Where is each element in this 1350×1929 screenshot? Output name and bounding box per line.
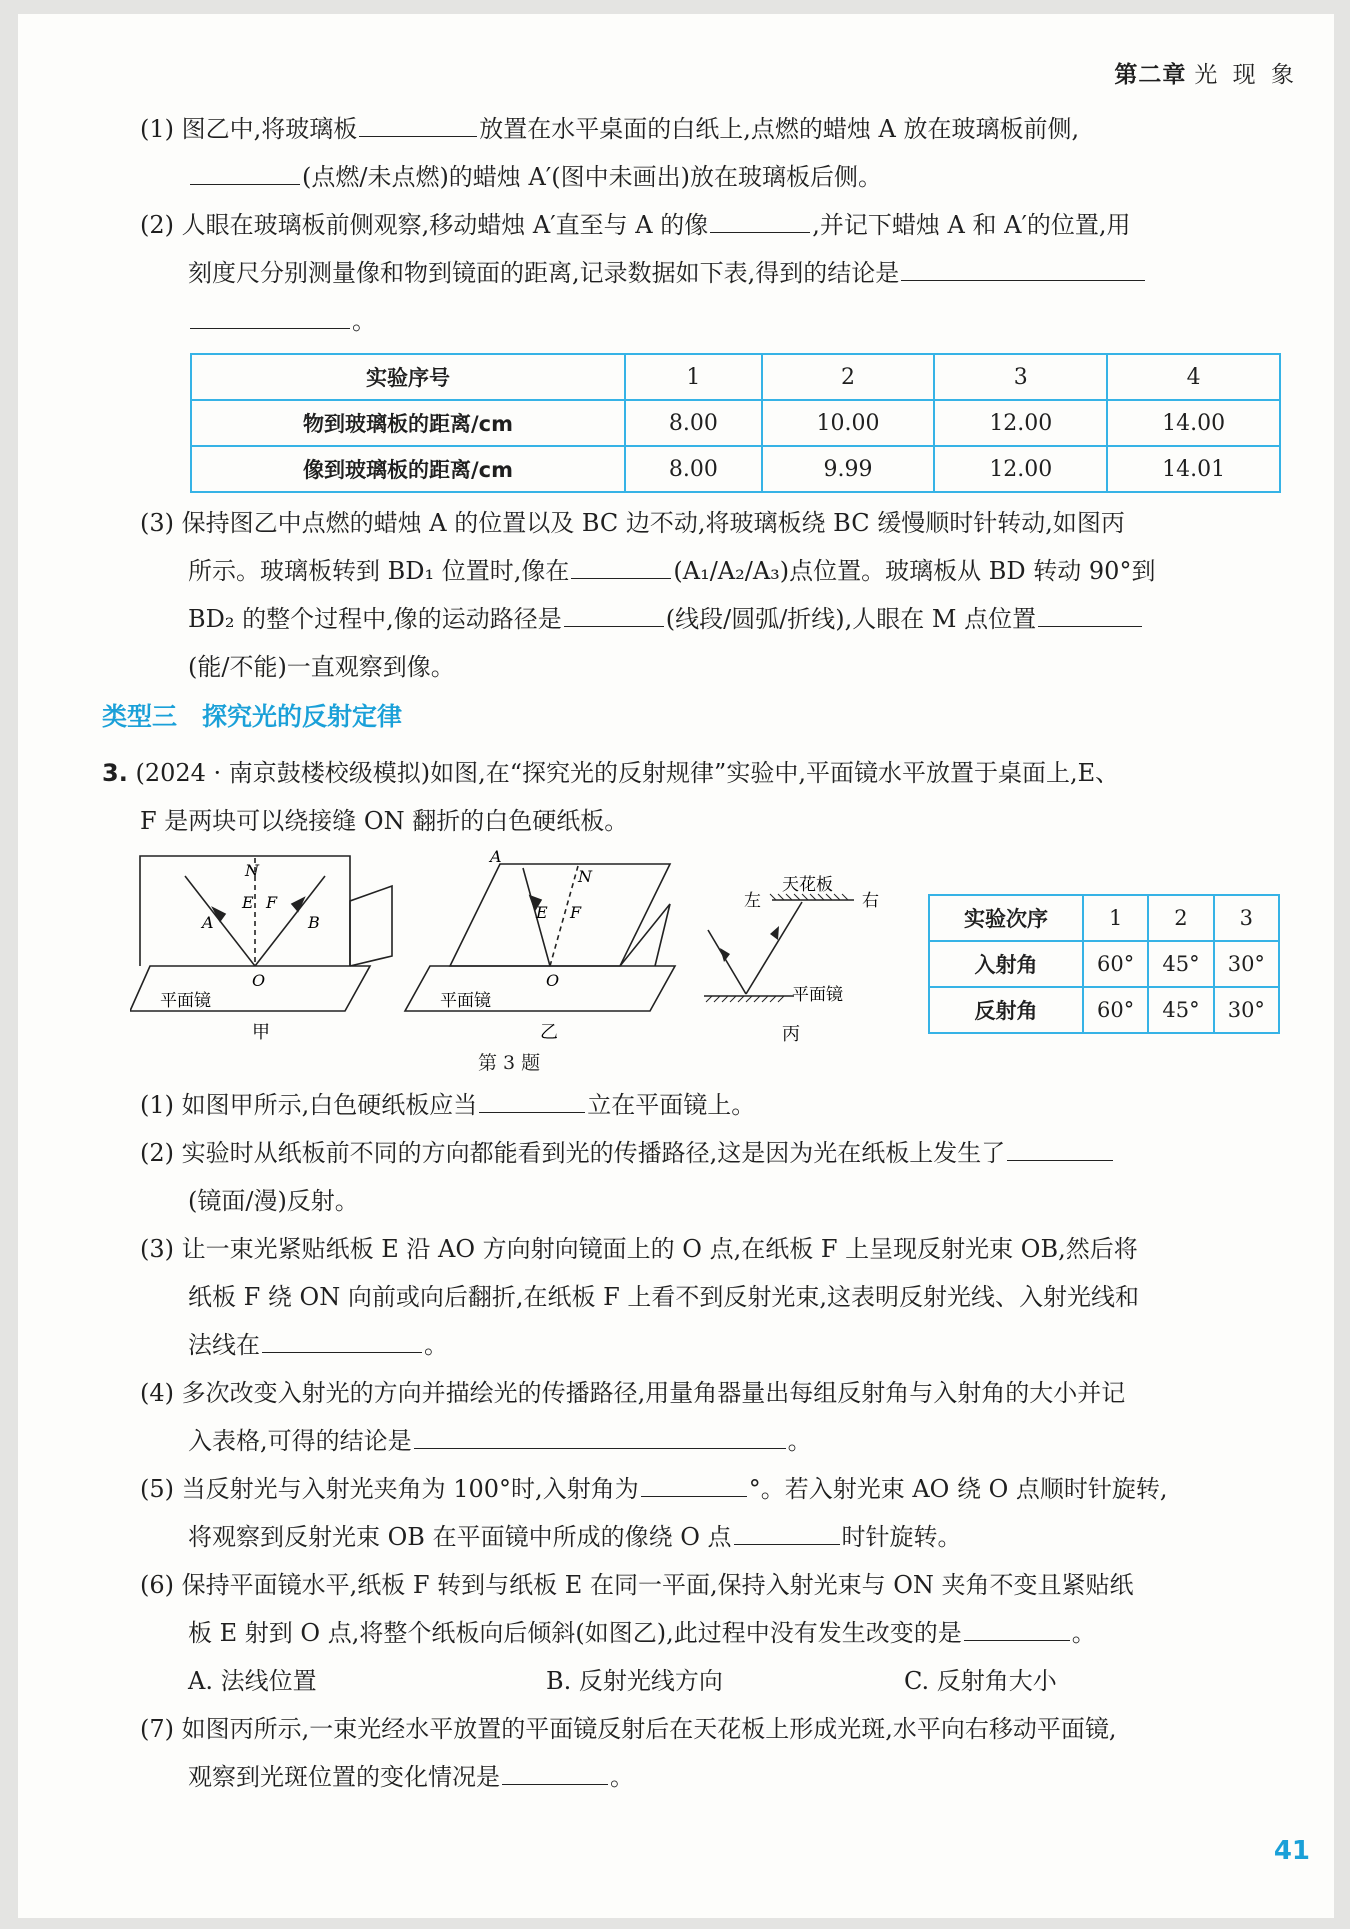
table-cell: 2 — [1148, 895, 1213, 941]
table-cell: 45° — [1148, 941, 1213, 987]
table-cell: 1 — [625, 354, 762, 400]
q3-part5-line2: 将观察到反射光束 OB 在平面镜中所成的像绕 O 点 时针旋转。 — [188, 1520, 962, 1554]
label-ceiling: 天花板 — [782, 875, 833, 895]
table-cell: 60° — [1083, 941, 1148, 987]
label-A: A — [490, 847, 502, 866]
answer-blank[interactable] — [571, 554, 671, 579]
table-header-cell: 像到玻璃板的距离/cm — [191, 446, 625, 492]
table-cell: 10.00 — [762, 400, 935, 446]
answer-blank[interactable] — [1038, 602, 1142, 627]
table-cell: 3 — [934, 354, 1107, 400]
angle-table — [928, 894, 1280, 1034]
table-cell: 30° — [1214, 987, 1279, 1033]
answer-blank[interactable] — [734, 1520, 840, 1545]
label-yi: 乙 — [540, 1022, 558, 1043]
label-B: B — [308, 913, 320, 932]
q3-part7-line1: (7) 如图丙所示,一束光经水平放置的平面镜反射后在天花板上形成光斑,水平向右移动平面镜, — [140, 1715, 1117, 1743]
label-N: N — [578, 867, 592, 886]
q2-part1-line2: (点燃/未点燃)的蜡烛 A′(图中未画出)放在玻璃板后侧。 — [188, 160, 882, 194]
label-mirror: 平面镜 — [160, 991, 211, 1011]
table-cell: 8.00 — [625, 400, 762, 446]
answer-blank[interactable] — [1007, 1136, 1113, 1161]
option-c[interactable]: C. 反射角大小 — [904, 1667, 1057, 1695]
label-F: F — [570, 903, 582, 922]
reflection-figures — [130, 846, 690, 1066]
table-row — [929, 941, 1279, 987]
q3-part7-line2: 观察到光斑位置的变化情况是 。 — [188, 1760, 634, 1794]
answer-blank[interactable] — [964, 1616, 1070, 1641]
figure-bing — [694, 860, 894, 1060]
q2-part3-line3: BD₂ 的整个过程中,像的运动路径是 (线段/圆弧/折线),人眼在 M 点位置 — [188, 602, 1144, 636]
answer-blank[interactable] — [479, 1088, 585, 1113]
q3-part3-line3: 法线在 。 — [188, 1328, 448, 1362]
table-row — [191, 446, 1280, 492]
table-row — [929, 987, 1279, 1033]
label-N: N — [245, 861, 259, 880]
table-header-cell: 物到玻璃板的距离/cm — [191, 400, 625, 446]
label-left: 左 — [744, 891, 761, 911]
table-header-cell: 反射角 — [929, 987, 1083, 1033]
table-cell: 8.00 — [625, 446, 762, 492]
label-mirror: 平面镜 — [792, 985, 843, 1005]
q3-part3-line2: 纸板 F 绕 ON 向前或向后翻折,在纸板 F 上看不到反射光束,这表明反射光线、入射光线和 — [188, 1283, 1140, 1311]
table-cell: 30° — [1214, 941, 1279, 987]
table-row — [191, 400, 1280, 446]
label-jia: 甲 — [252, 1022, 270, 1043]
table-header-cell: 实验次序 — [929, 895, 1083, 941]
q2-part2-line1: (2) 人眼在玻璃板前侧观察,移动蜡烛 A′直至与 A 的像 ,并记下蜡烛 A 和 A′的位置,用 — [140, 208, 1131, 242]
table-header-cell: 实验序号 — [191, 354, 625, 400]
table-cell: 2 — [762, 354, 935, 400]
table-cell: 14.00 — [1107, 400, 1280, 446]
table-row — [191, 354, 1280, 400]
answer-blank[interactable] — [414, 1424, 786, 1449]
answer-blank[interactable] — [190, 160, 300, 185]
answer-blank[interactable] — [641, 1472, 747, 1497]
q3-part1: (1) 如图甲所示,白色硬纸板应当 立在平面镜上。 — [140, 1088, 755, 1122]
label-mirror: 平面镜 — [440, 991, 491, 1011]
q3-part6-line1: (6) 保持平面镜水平,纸板 F 转到与纸板 E 在同一平面,保持入射光束与 ON 夹角不变且紧贴纸 — [140, 1571, 1134, 1599]
table-cell: 14.01 — [1107, 446, 1280, 492]
q2-part2-line3: 。 — [188, 304, 376, 338]
chapter-title: 光 现 象 — [1194, 62, 1298, 88]
table-cell: 12.00 — [934, 446, 1107, 492]
label-A: A — [202, 913, 214, 932]
distance-table — [190, 353, 1281, 493]
label-O: O — [546, 971, 560, 990]
label-right: 右 — [862, 891, 879, 911]
question-number: 3. — [102, 759, 128, 787]
table-header-cell: 入射角 — [929, 941, 1083, 987]
figure-caption: 第 3 题 — [478, 1052, 541, 1074]
q3-stem-line1: 3. (2024 · 南京鼓楼校级模拟)如图,在“探究光的反射规律”实验中,平面镜水平放置于桌面上,E、 — [102, 759, 1120, 787]
q2-part1-line1: (1) 图乙中,将玻璃板 放置在水平桌面的白纸上,点燃的蜡烛 A 放在玻璃板前侧, — [140, 112, 1079, 146]
q2-part3-line2: 所示。玻璃板转到 BD₁ 位置时,像在 (A₁/A₂/A₃)点位置。玻璃板从 BD 转动 90°到 — [188, 554, 1155, 588]
answer-blank[interactable] — [564, 602, 664, 627]
option-a[interactable]: A. 法线位置 — [188, 1667, 317, 1695]
q2-part3-line1: (3) 保持图乙中点燃的蜡烛 A 的位置以及 BC 边不动,将玻璃板绕 BC 缓慢顺时针转动,如图丙 — [140, 509, 1125, 537]
table-row — [929, 895, 1279, 941]
chapter-label: 第二章 — [1114, 62, 1187, 88]
answer-blank[interactable] — [502, 1760, 608, 1785]
table-cell: 60° — [1083, 987, 1148, 1033]
label-O: O — [252, 971, 266, 990]
answer-blank[interactable] — [901, 256, 1145, 281]
page-number: 41 — [1273, 1836, 1310, 1866]
chapter-header — [1114, 56, 1298, 89]
table-cell: 3 — [1214, 895, 1279, 941]
q3-part5-line1: (5) 当反射光与入射光夹角为 100°时,入射角为 °。若入射光束 AO 绕 O 点顺时针旋转, — [140, 1472, 1168, 1506]
table-cell: 1 — [1083, 895, 1148, 941]
q3-part4-line1: (4) 多次改变入射光的方向并描绘光的传播路径,用量角器量出每组反射角与入射角的大小并记 — [140, 1379, 1126, 1407]
answer-blank[interactable] — [359, 112, 477, 137]
answer-blank[interactable] — [710, 208, 810, 233]
answer-blank[interactable] — [190, 304, 350, 329]
label-F: F — [266, 893, 278, 912]
q3-part3-line1: (3) 让一束光紧贴纸板 E 沿 AO 方向射向镜面上的 O 点,在纸板 F 上呈现反射光束 OB,然后将 — [140, 1235, 1138, 1263]
table-cell: 9.99 — [762, 446, 935, 492]
figure-yi — [405, 864, 675, 1011]
section-title: 类型三 探究光的反射定律 — [102, 702, 403, 731]
q3-part2-line2: (镜面/漫)反射。 — [188, 1187, 359, 1215]
q3-part4-line2: 入表格,可得的结论是 。 — [188, 1424, 812, 1458]
q3-part6-options — [188, 1664, 1057, 1698]
label-E: E — [536, 903, 548, 922]
table-cell: 45° — [1148, 987, 1213, 1033]
q2-part2-line2: 刻度尺分别测量像和物到镜面的距离,记录数据如下表,得到的结论是 — [188, 256, 1147, 290]
q3-part6-line2: 板 E 射到 O 点,将整个纸板向后倾斜(如图乙),此过程中没有发生改变的是 。 — [188, 1616, 1096, 1650]
table-cell: 12.00 — [934, 400, 1107, 446]
option-b[interactable]: B. 反射光线方向 — [546, 1667, 723, 1695]
table-cell: 4 — [1107, 354, 1280, 400]
q3-part2-line1: (2) 实验时从纸板前不同的方向都能看到光的传播路径,这是因为光在纸板上发生了 — [140, 1136, 1115, 1170]
q3-stem-line2: F 是两块可以绕接缝 ON 翻折的白色硬纸板。 — [140, 807, 629, 835]
q2-part3-line4: (能/不能)一直观察到像。 — [188, 653, 455, 681]
label-bing: 丙 — [782, 1024, 800, 1045]
answer-blank[interactable] — [262, 1328, 422, 1353]
label-E: E — [242, 893, 254, 912]
